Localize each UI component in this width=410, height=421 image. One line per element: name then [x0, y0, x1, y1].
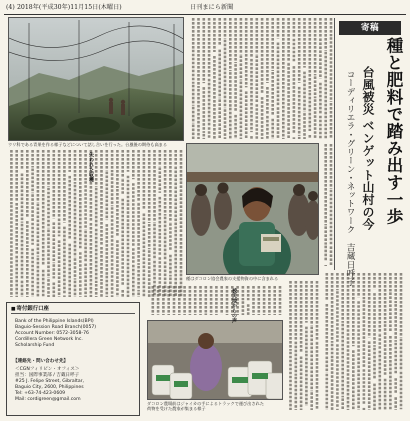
body-text-block-bottom-center: [147, 285, 283, 317]
photo-caption-hillside: ウリ科である青果を作る様子などについて話し合いを行った。台風後の期待も高まる: [8, 142, 168, 147]
newspaper-name: 日刊まにら新聞: [190, 4, 234, 11]
photo-hillside-farm: [8, 17, 184, 141]
header-rule: [4, 14, 406, 15]
contact-office: ＜CGNフィリピン・オフィス＞: [15, 367, 80, 372]
page-number: (4): [6, 4, 15, 11]
photo-caption-woman: 種はダコロン協会農家の支援物資の中に含まれる: [186, 276, 279, 281]
hillside-farm-image: [9, 18, 184, 141]
byline-author: 吉蔵日呼子: [345, 243, 355, 286]
donation-info-box: [6, 302, 140, 416]
subhead-lost-harvest: 失われた収穫: [88, 152, 94, 182]
contact-tel: Tel: +63-74-423-0609: [15, 391, 66, 396]
photo-caption-fertilizer-line-2: 荷物を受けた農家が集まる様子: [147, 406, 206, 412]
body-text-block-top-right: [187, 17, 334, 141]
heading-divider: [334, 18, 335, 270]
account-number: Account Number: 0572-3058-76: [15, 331, 89, 336]
body-text-lines: [8, 149, 184, 299]
bank-name: Bank of the Philippine Islands(BPI): [15, 319, 94, 324]
contact-city: Baguio City, 2600, Philippines: [15, 385, 84, 390]
fertilizer-distribution-image: [148, 321, 283, 400]
donation-title: ■ 寄付銀行口座: [11, 305, 49, 314]
woman-with-seeds-image: [187, 144, 319, 275]
page-header: [4, 2, 406, 14]
issue-date: 2018年(平成30年)11月15日(木曜日): [17, 4, 122, 11]
article-subheadline: 台風被災 ベンゲット山村の今: [361, 66, 375, 231]
contact-mail: Mail: cordigreen@gmail.com: [15, 397, 81, 402]
photo-woman-with-seeds: [186, 143, 319, 275]
byline-organization: コーディリエラ・グリーン・ネットワーク: [345, 70, 355, 234]
bank-branch: Baguio-Session Road Branch(0057): [15, 325, 97, 330]
contribution-badge: 寄稿: [339, 21, 401, 35]
article-headline: 種と肥料で踏み出す一歩: [384, 37, 403, 226]
subhead-voices: 被災地からの声: [231, 288, 237, 323]
fund-name: Scholarship Fund: [15, 343, 55, 348]
body-text-lines: [322, 272, 404, 412]
body-text-lines: [285, 280, 320, 412]
donation-title-rule: [11, 313, 135, 314]
account-holder: Cordillera Green Network Inc.: [15, 337, 83, 342]
photo-caption-fertilizer-line-1: ダコロン農場前はジャイカの手によるトラックで運び出された: [147, 401, 264, 406]
contact-street: #25 J. Felipe Street, Gibraltar,: [15, 379, 84, 384]
photo-caption-fertilizer: [147, 401, 264, 411]
body-text-lines: [187, 17, 334, 141]
body-text-lines: [147, 285, 283, 317]
body-text-lines: [322, 143, 334, 268]
body-text-block-right: [322, 272, 404, 412]
contact-person: 担当：国際事業部 / 吉蔵日呼子: [15, 373, 80, 378]
body-text-block-middle-left: [8, 149, 184, 299]
contact-title: 【連絡先・問い合わせ先】: [13, 359, 69, 364]
body-text-block-middle-right: [322, 143, 334, 268]
body-text-block-bottom: [285, 280, 320, 412]
photo-fertilizer-distribution: [147, 320, 283, 400]
